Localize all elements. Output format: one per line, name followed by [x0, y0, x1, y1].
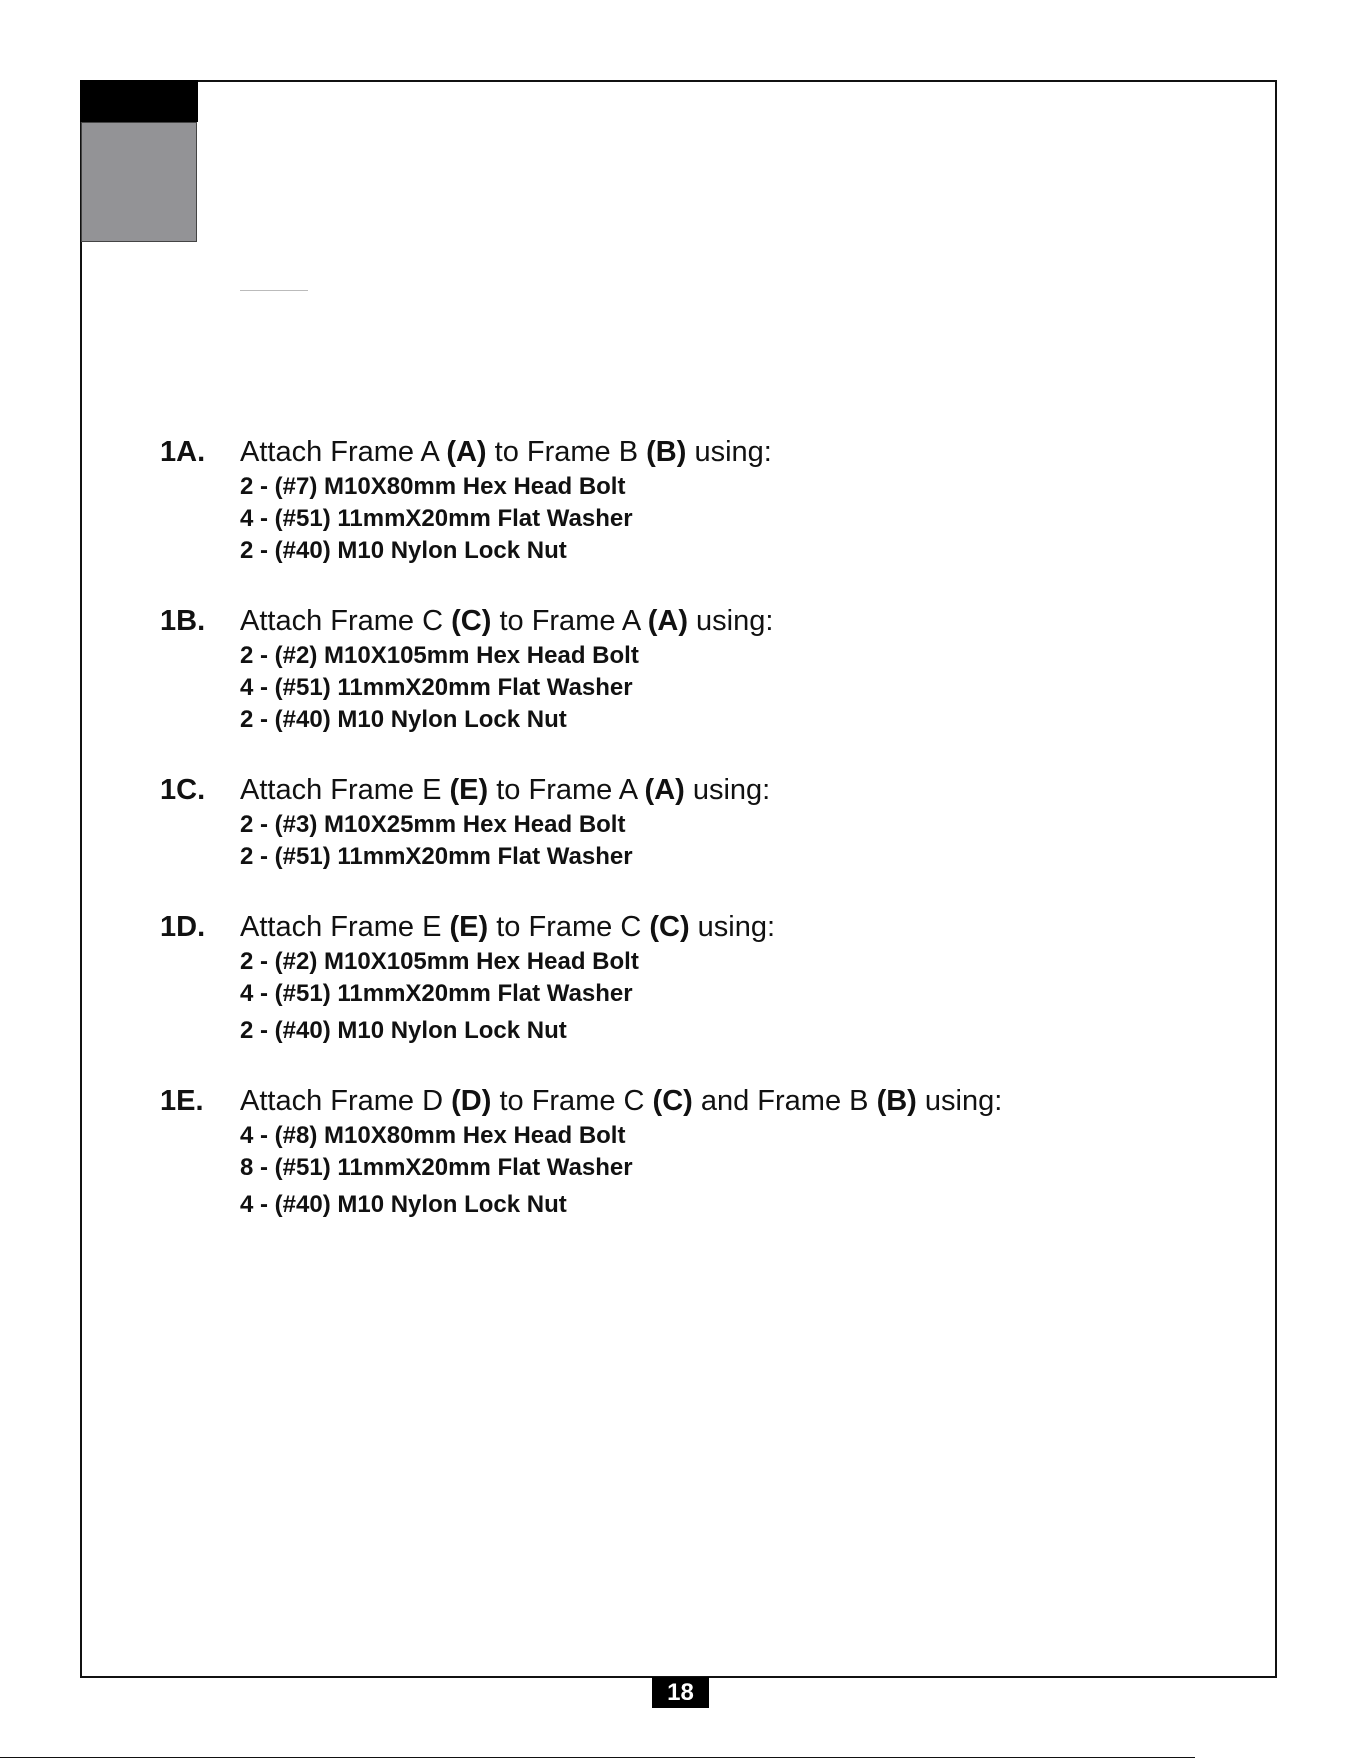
instruction-text: to Frame C [488, 911, 650, 943]
instruction-text: Attach Frame C [240, 605, 452, 637]
hardware-item: 2 - (#40) M10 Nylon Lock Nut [240, 1017, 567, 1044]
hardware-item: 8 - (#51) 11mmX20mm Flat Washer [240, 1154, 633, 1181]
assembly-step [160, 433, 1160, 567]
frame-label: (A) [644, 774, 685, 806]
instruction-text: using: [684, 774, 771, 806]
instruction-text: Attach Frame E [240, 911, 450, 943]
hardware-item: 4 - (#40) M10 Nylon Lock Nut [240, 1191, 567, 1218]
section-tab-panel [81, 122, 197, 242]
instruction-text: using: [686, 436, 772, 468]
instruction-text: to Frame B [486, 436, 647, 468]
hardware-item: 2 - (#2) M10X105mm Hex Head Bolt [240, 642, 639, 669]
divider-line [240, 290, 308, 291]
hardware-item: 2 - (#7) M10X80mm Hex Head Bolt [240, 473, 626, 500]
hardware-item: 4 - (#51) 11mmX20mm Flat Washer [240, 980, 633, 1007]
frame-label: (A) [446, 436, 487, 468]
hardware-item: 4 - (#51) 11mmX20mm Flat Washer [240, 505, 633, 532]
assembly-steps [160, 433, 1160, 1221]
frame-label: (A) [647, 605, 688, 637]
section-tab-header [80, 80, 198, 122]
step-instruction [240, 908, 1160, 946]
frame-label: (C) [649, 911, 690, 943]
step-number: 1E. [160, 1085, 204, 1117]
frame-label: (D) [451, 1085, 492, 1117]
step-instruction [240, 771, 1160, 809]
hardware-item: 2 - (#40) M10 Nylon Lock Nut [240, 537, 567, 564]
hardware-item: 2 - (#2) M10X105mm Hex Head Bolt [240, 948, 639, 975]
hardware-item: 2 - (#40) M10 Nylon Lock Nut [240, 706, 567, 733]
frame-label: (C) [451, 605, 492, 637]
instruction-text: using: [688, 605, 774, 637]
step-instruction [240, 433, 1160, 471]
assembly-step [160, 1082, 1160, 1221]
hardware-item: 2 - (#51) 11mmX20mm Flat Washer [240, 843, 633, 870]
instruction-text: using: [689, 911, 776, 943]
assembly-step [160, 602, 1160, 736]
instruction-text: Attach Frame D [240, 1085, 452, 1117]
instruction-text: Attach Frame E [240, 774, 450, 806]
hardware-item: 2 - (#3) M10X25mm Hex Head Bolt [240, 811, 626, 838]
step-number: 1D. [160, 911, 206, 943]
frame-label: (E) [449, 911, 489, 943]
hardware-item: 4 - (#51) 11mmX20mm Flat Washer [240, 674, 633, 701]
instruction-text: using: [916, 1085, 1003, 1117]
hardware-item: 4 - (#8) M10X80mm Hex Head Bolt [240, 1122, 626, 1149]
instruction-text: Attach Frame A [240, 436, 447, 468]
bottom-rule [0, 1757, 1195, 1758]
page-number: 18 [652, 1677, 709, 1708]
step-instruction [240, 1082, 1160, 1120]
assembly-step [160, 908, 1160, 1047]
step-number: 1A. [160, 436, 206, 468]
frame-label: (B) [646, 436, 687, 468]
step-number: 1C. [160, 774, 206, 806]
instruction-text: and Frame B [692, 1085, 877, 1117]
assembly-step [160, 771, 1160, 873]
instruction-text: to Frame A [488, 774, 645, 806]
frame-label: (B) [876, 1085, 917, 1117]
frame-label: (E) [449, 774, 489, 806]
frame-label: (C) [652, 1085, 693, 1117]
step-number: 1B. [160, 605, 206, 637]
step-instruction [240, 602, 1160, 640]
instruction-text: to Frame C [491, 1085, 653, 1117]
instruction-text: to Frame A [491, 605, 648, 637]
